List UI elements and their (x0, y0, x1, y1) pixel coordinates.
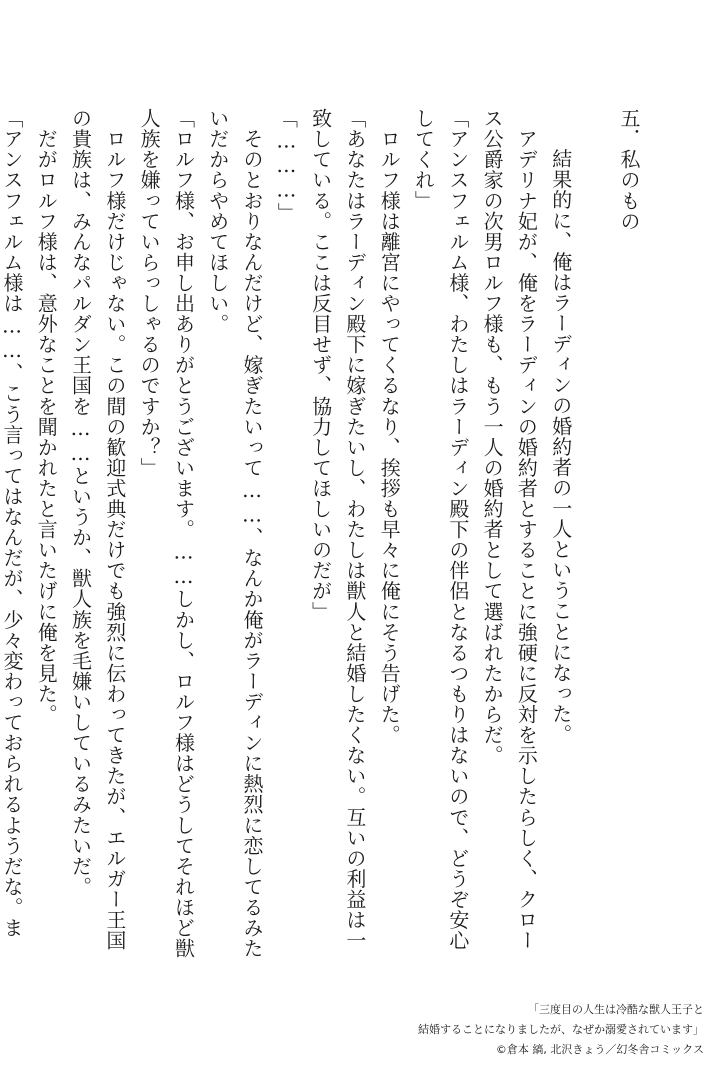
paragraph: 「アンスフェルム様は……、こう言ってはなんだが、少々変わっておられるようだな。ま (0, 108, 24, 938)
paragraph: ロルフ様だけじゃない。この間の歓迎式典だけでも強烈に伝わってきたが、エルガー王国の貴族は、みんなパルダン王国を……というか、獣人族を毛嫌いしているみたいだ。 (68, 108, 127, 951)
chapter-title: 五．私のもの (617, 108, 641, 232)
paragraph: ロルフ様は離宮にやってくるなり、挨拶も早々に俺にそう告げた。 (377, 108, 402, 746)
paragraph: 「ロルフ様、お申し出ありがとうございます。……しかし、ロルフ様はどうしてそれほど獣人族を嫌っていらっしゃるのですか？」 (137, 108, 196, 959)
vertical-body-text (0, 108, 646, 968)
credit-copyright: ©倉本 縞, 北沢きょう／幻冬舎コミックス (495, 1043, 704, 1056)
paragraph: 「………」 (274, 108, 299, 223)
copyright-credit (418, 1000, 704, 1060)
paragraph: アデリナ妃が、俺をラーディンの婚約者とすることに強硬に反対を示したらしく、クロース公爵家の次男ロルフ様も、もう一人の婚約者として選ばれたからだ。 (480, 108, 539, 951)
paragraph: そのとおりなんだけど、嫁ぎたいって……、なんか俺がラーディンに熱烈に恋してるみたいだからやめてほしい。 (205, 108, 265, 959)
credit-title-line-1: 「三度目の人生は冷酷な獣人王子と (528, 1003, 704, 1016)
paragraph: 「あなたはラーディン殿下に嫁ぎたいし、わたしは獣人と結婚したくない。互いの利益は一致している。ここは反目せず、協力してほしいのだが」 (308, 108, 367, 951)
paragraph: 結果的に、俺はラーディンの婚約者の一人ということになった。 (548, 128, 573, 745)
paragraph: だがロルフ様は、意外なことを聞かれたと言いたげに俺を見た。 (34, 108, 59, 725)
credit-title-line-2: 結婚することになりましたが、なぜか溺愛されています」 (418, 1023, 704, 1036)
paragraph: 「アンスフェルム様、わたしはラーディン殿下の伴侶となるつもりはないので、どうぞ安心してくれ」 (411, 108, 470, 951)
